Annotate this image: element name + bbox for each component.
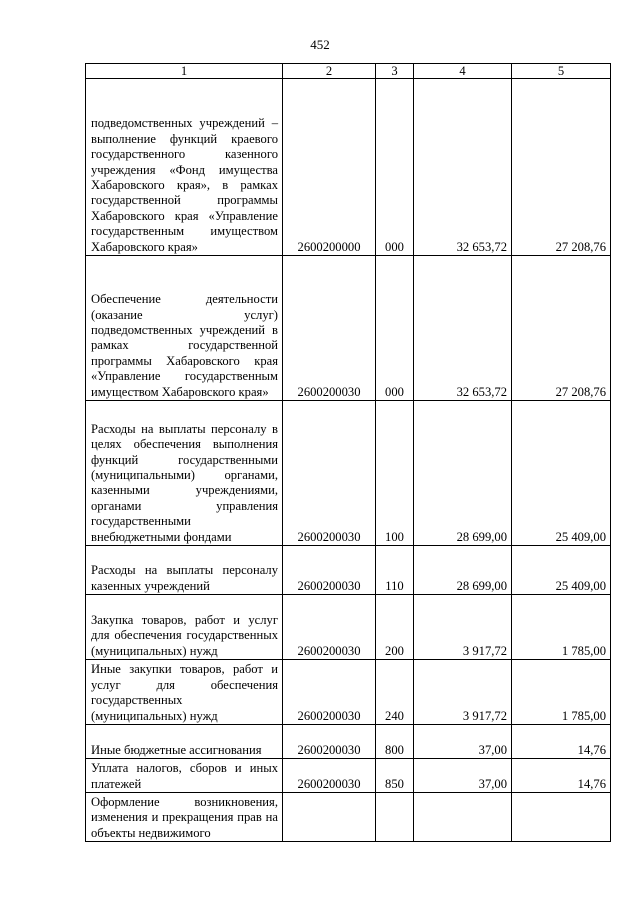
table-row [86,546,611,595]
item-code: 2600200030 [283,595,376,660]
budget-table [85,63,611,842]
item-name: Обеспечение деятельности (оказание услуг) подведомственных учреждений в рамках государственной программы Хабаровского края «Управление государственным имуществом Хабаровского края» [86,256,283,401]
item-sum-1: 32 653,72 [414,79,512,256]
item-name: Иные бюджетные ассигнования [86,725,283,759]
item-sum-1: 28 699,00 [414,401,512,546]
item-code: 2600200030 [283,546,376,595]
column-header: 5 [512,64,611,79]
item-sum-2: 1 785,00 [512,660,611,725]
item-expense-type: 240 [376,660,414,725]
item-sum-2: 27 208,76 [512,256,611,401]
item-expense-type: 000 [376,256,414,401]
item-code: 2600200030 [283,256,376,401]
page-number: 452 [310,37,330,52]
item-expense-type: 100 [376,401,414,546]
item-sum-1: 37,00 [414,759,512,793]
item-name: Расходы на выплаты персоналу в целях обеспечения выполнения функций государственными (муниципальными) органами, казенными учреждениями, органами управления государственными внебюджетными фондами [86,401,283,546]
item-expense-type: 850 [376,759,414,793]
item-name: Оформление возникновения, изменения и прекращения прав на объекты недвижимого [86,793,283,842]
item-code: 2600200030 [283,401,376,546]
item-code [283,793,376,842]
column-header: 4 [414,64,512,79]
item-expense-type: 200 [376,595,414,660]
item-sum-1: 3 917,72 [414,660,512,725]
table-row [86,401,611,546]
item-expense-type: 000 [376,79,414,256]
table-row [86,759,611,793]
item-code: 2600200030 [283,660,376,725]
column-header: 1 [86,64,283,79]
table-row [86,660,611,725]
item-name: Закупка товаров, работ и услуг для обеспечения государственных (муниципальных) нужд [86,595,283,660]
table-row [86,256,611,401]
item-sum-1: 32 653,72 [414,256,512,401]
item-name: Уплата налогов, сборов и иных платежей [86,759,283,793]
table-row [86,79,611,256]
column-header: 3 [376,64,414,79]
item-sum-1: 28 699,00 [414,546,512,595]
item-sum-1: 3 917,72 [414,595,512,660]
column-header: 2 [283,64,376,79]
item-sum-2: 14,76 [512,759,611,793]
item-sum-2: 25 409,00 [512,546,611,595]
item-code: 2600200030 [283,725,376,759]
item-name: Иные закупки товаров, работ и услуг для обеспечения государственных (муниципальных) нужд [86,660,283,725]
table-row [86,595,611,660]
item-sum-1 [414,793,512,842]
item-sum-2: 1 785,00 [512,595,611,660]
item-expense-type: 110 [376,546,414,595]
item-sum-1: 37,00 [414,725,512,759]
item-sum-2: 27 208,76 [512,79,611,256]
item-expense-type: 800 [376,725,414,759]
item-sum-2 [512,793,611,842]
table-header-row [86,64,611,79]
item-expense-type [376,793,414,842]
table-row [86,725,611,759]
item-sum-2: 14,76 [512,725,611,759]
item-code: 2600200000 [283,79,376,256]
item-code: 2600200030 [283,759,376,793]
item-name: Расходы на выплаты персоналу казенных учреждений [86,546,283,595]
item-sum-2: 25 409,00 [512,401,611,546]
item-name: подведомственных учреждений – выполнение функций краевого государственного казенного учреждения «Фонд имущества Хабаровского края», в рамках государственной программы Хабаровского края «Управление государственным имуществом Хабаровского края» [86,79,283,256]
table-row [86,793,611,842]
